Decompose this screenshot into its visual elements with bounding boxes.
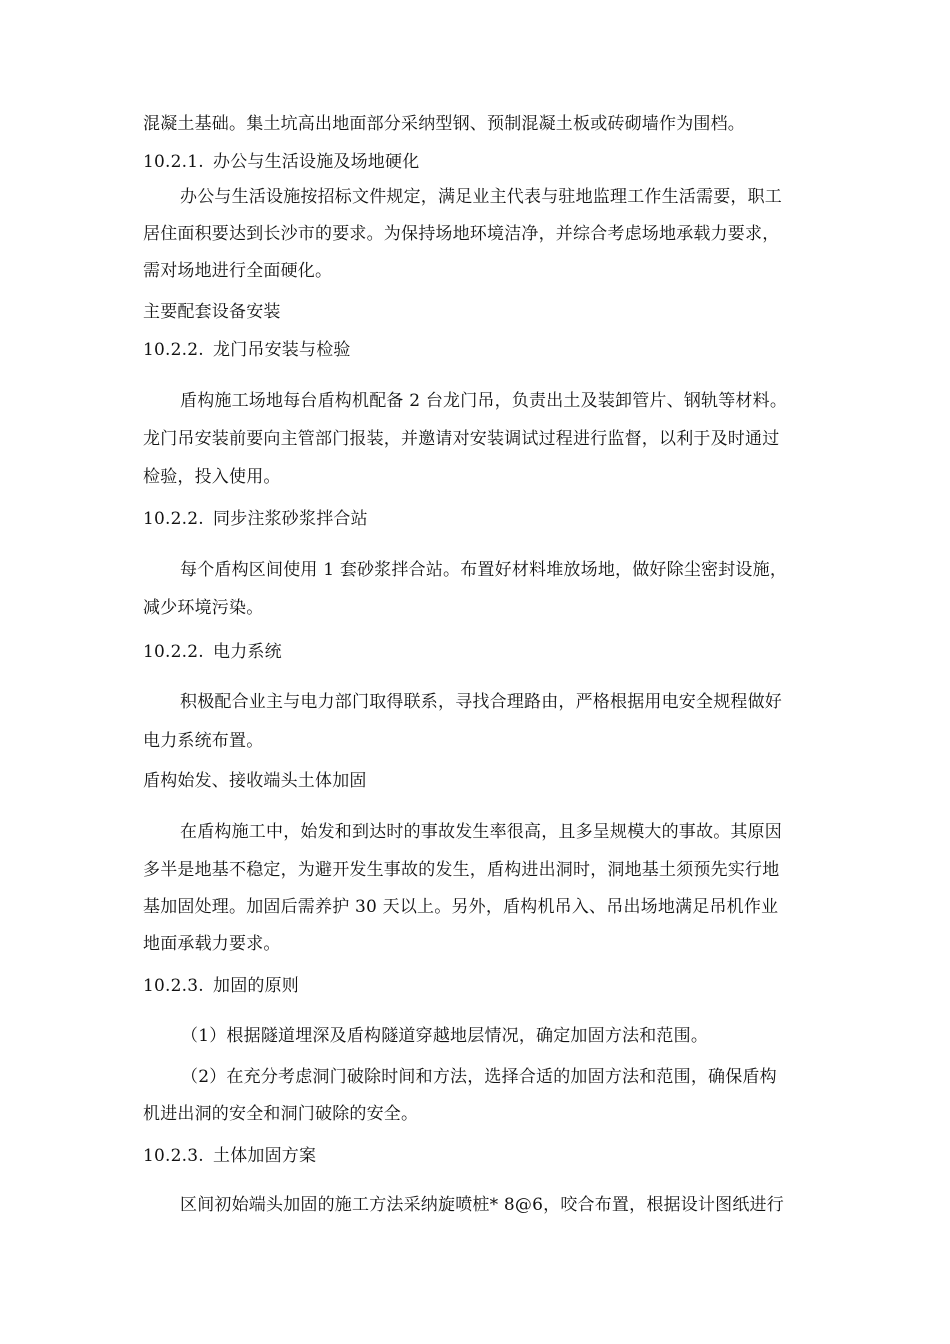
text-line: 地面承载力要求。 <box>143 934 281 954</box>
section-number: 10.2.3. <box>143 1146 204 1166</box>
text-line: 居住面积要达到长沙市的要求。为保持场地环境洁净，并综合考虑场地承载力要求， <box>143 224 780 244</box>
section-title: 土体加固方案 <box>213 1146 317 1166</box>
section-heading <box>143 975 823 997</box>
text-line: 积极配合业主与电力部门取得联系，寻找合理路由，严格根据用电安全规程做好 <box>180 692 782 712</box>
section-heading <box>143 641 823 663</box>
section-heading <box>143 339 823 361</box>
section-number: 10.2.2. <box>143 509 204 529</box>
text-line: 盾构施工场地每台盾构机配备 2 台龙门吊，负责出土及装卸管片、钢轨等材料。 <box>180 391 788 411</box>
section-number: 10.2.2. <box>143 340 204 360</box>
section-title: 同步注浆砂浆拌合站 <box>213 509 368 529</box>
section-number: 10.2.2. <box>143 642 204 662</box>
text-line: 在盾构施工中，始发和到达时的事故发生率很高，且多呈规模大的事故。其原因 <box>180 822 782 842</box>
section-number: 10.2.3. <box>143 976 204 996</box>
text-line: 减少环境污染。 <box>143 598 264 618</box>
text-line: 机进出洞的安全和洞门破除的安全。 <box>143 1104 419 1124</box>
section-heading <box>143 151 823 173</box>
text-line: 检验，投入使用。 <box>143 467 281 487</box>
text-line: 基加固处理。加固后需养护 30 天以上。另外，盾构机吊入、吊出场地满足吊机作业 <box>143 897 779 917</box>
section-heading <box>143 1145 823 1167</box>
list-item: （1）根据隧道埋深及盾构隧道穿越地层情况，确定加固方法和范围。 <box>181 1026 709 1046</box>
text-line: 办公与生活设施按招标文件规定，满足业主代表与驻地监理工作生活需要，职工 <box>180 187 782 207</box>
section-title: 办公与生活设施及场地硬化 <box>213 152 420 172</box>
section-heading <box>143 508 823 530</box>
section-title: 电力系统 <box>213 642 282 662</box>
section-number: 10.2.1. <box>143 152 204 172</box>
text-line: 电力系统布置。 <box>143 731 264 751</box>
subsection-title: 盾构始发、接收端头土体加固 <box>143 771 367 791</box>
text-line: 每个盾构区间使用 1 套砂浆拌合站。布置好材料堆放场地，做好除尘密封设施， <box>180 560 788 580</box>
text-line: 区间初始端头加固的施工方法采纳旋喷桩* 8@6，咬合布置，根据设计图纸进行 <box>180 1195 784 1215</box>
text-line: 混凝土基础。集土坑高出地面部分采纳型钢、预制混凝土板或砖砌墙作为围档。 <box>143 114 745 134</box>
subsection-title: 主要配套设备安装 <box>143 302 281 322</box>
text-line: 龙门吊安装前要向主管部门报装，并邀请对安装调试过程进行监督，以利于及时通过 <box>143 429 780 449</box>
text-line: 需对场地进行全面硬化。 <box>143 261 333 281</box>
list-item: （2）在充分考虑洞门破除时间和方法，选择合适的加固方法和范围，确保盾构 <box>181 1067 777 1087</box>
section-title: 龙门吊安装与检验 <box>213 340 351 360</box>
text-line: 多半是地基不稳定，为避开发生事故的发生，盾构进出洞时，洞地基土须预先实行地 <box>143 860 780 880</box>
section-title: 加固的原则 <box>213 976 299 996</box>
